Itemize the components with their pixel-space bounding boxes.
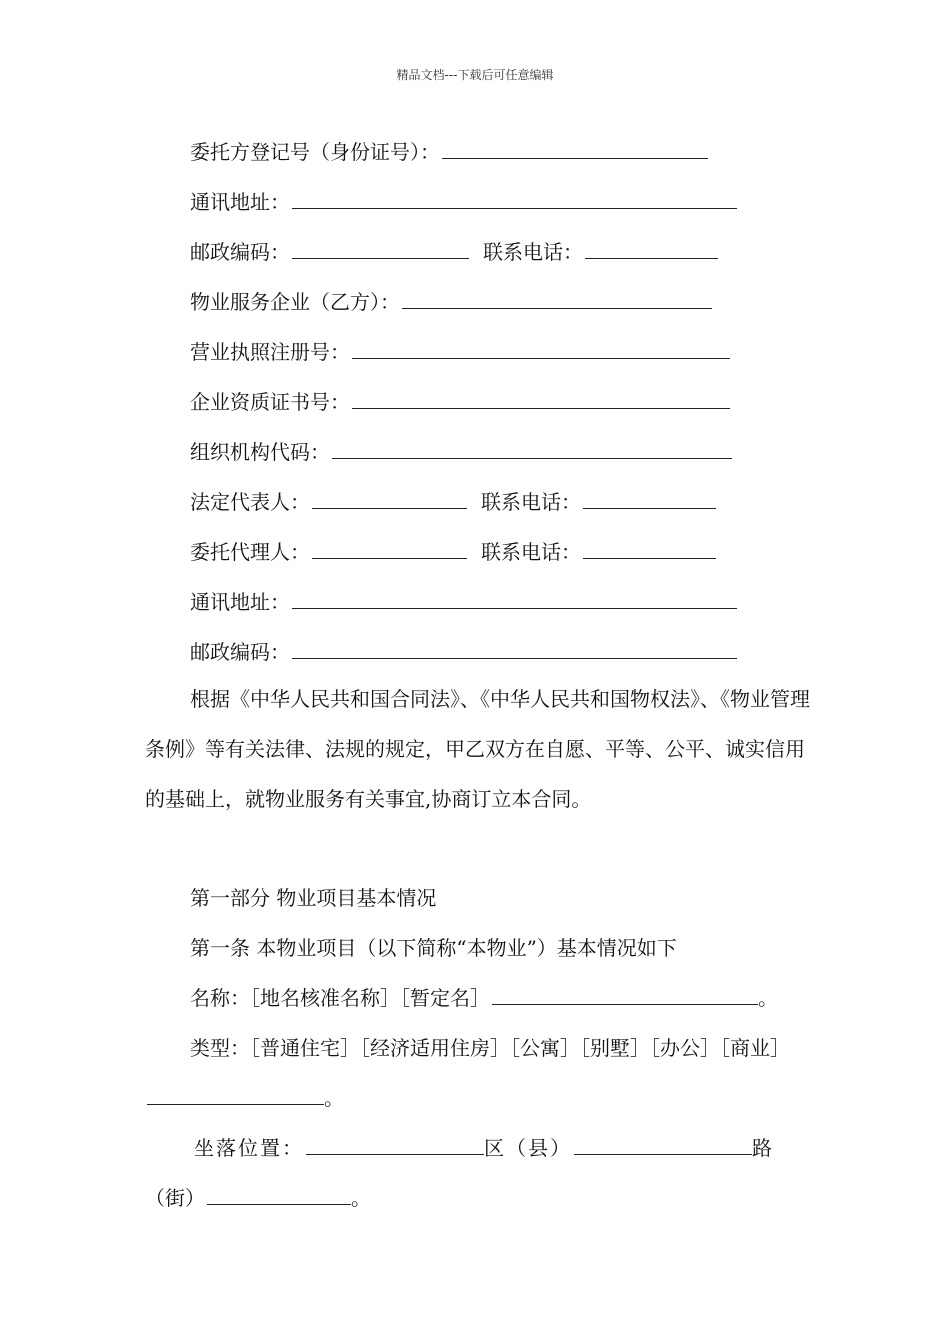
client-postcode-line xyxy=(190,238,718,266)
legal-rep-blank[interactable] xyxy=(312,488,467,509)
preamble-text: 根据《中华人民共和国合同法》、《中华人民共和国物权法》、《物业管理条例》等有关法律、法规的规定，甲乙双方在自愿、平等、公平、诚实信用的基础上，就物业服务有关事宜,协商订立本合同。 xyxy=(145,687,810,811)
company-address-line xyxy=(190,588,737,616)
type-label: 类型：［普通住宅］［经济适用住房］［公寓］［别墅］［办公］［商业］ xyxy=(190,1036,790,1060)
location-district-blank[interactable] xyxy=(306,1134,484,1155)
preamble-paragraph xyxy=(145,674,815,824)
qualification-blank[interactable] xyxy=(352,388,730,409)
license-line xyxy=(190,338,730,366)
location-street-line xyxy=(145,1184,371,1212)
company-label: 物业服务企业（乙方）： xyxy=(190,290,400,314)
legal-rep-phone-label: 联系电话： xyxy=(481,490,581,514)
company-postcode-label: 邮政编码： xyxy=(190,640,290,664)
name-period: 。 xyxy=(758,986,778,1010)
location-road-blank[interactable] xyxy=(574,1134,752,1155)
type-blank[interactable] xyxy=(147,1084,324,1105)
agent-phone-blank[interactable] xyxy=(583,538,716,559)
page-header: 精品文档---下载后可任意编辑 xyxy=(396,68,554,82)
legal-rep-phone-blank[interactable] xyxy=(583,488,716,509)
license-label: 营业执照注册号： xyxy=(190,340,350,364)
org-code-label: 组织机构代码： xyxy=(190,440,330,464)
location-district-label: 区（县） xyxy=(484,1136,572,1160)
legal-rep-line xyxy=(190,488,716,516)
client-address-blank[interactable] xyxy=(292,188,737,209)
agent-label: 委托代理人： xyxy=(190,540,310,564)
agent-phone-label: 联系电话： xyxy=(481,540,581,564)
name-label: 名称：［地名核准名称］［暂定名］ xyxy=(190,986,490,1010)
client-address-label: 通讯地址： xyxy=(190,190,290,214)
client-reg-blank[interactable] xyxy=(442,138,708,159)
location-period: 。 xyxy=(351,1186,371,1210)
qualification-line xyxy=(190,388,730,416)
location-street-blank[interactable] xyxy=(207,1184,351,1205)
client-reg-label: 委托方登记号（身份证号）： xyxy=(190,140,440,164)
client-postcode-blank[interactable] xyxy=(292,238,469,259)
type-continuation-line xyxy=(145,1084,344,1112)
license-blank[interactable] xyxy=(352,338,730,359)
company-postcode-blank[interactable] xyxy=(292,638,737,659)
name-line xyxy=(190,984,778,1012)
company-address-blank[interactable] xyxy=(292,588,737,609)
agent-line xyxy=(190,538,716,566)
location-road-label: 路 xyxy=(752,1136,772,1160)
location-line xyxy=(194,1134,772,1162)
client-reg-line xyxy=(190,138,708,166)
location-street-label: （街） xyxy=(145,1186,205,1210)
type-line xyxy=(190,1034,790,1062)
company-blank[interactable] xyxy=(402,288,712,309)
article1-text: 第一条 本物业项目（以下简称“本物业”）基本情况如下 xyxy=(190,936,677,960)
qualification-label: 企业资质证书号： xyxy=(190,390,350,414)
company-address-label: 通讯地址： xyxy=(190,590,290,614)
legal-rep-label: 法定代表人： xyxy=(190,490,310,514)
company-postcode-line xyxy=(190,638,737,666)
article1-line xyxy=(190,934,677,962)
part1-title xyxy=(190,884,436,912)
client-phone-label: 联系电话： xyxy=(483,240,583,264)
client-phone-blank[interactable] xyxy=(585,238,718,259)
part1-title-text: 第一部分 物业项目基本情况 xyxy=(190,886,437,910)
type-period: 。 xyxy=(324,1086,344,1110)
company-line xyxy=(190,288,712,316)
location-label: 坐落位置： xyxy=(194,1136,304,1160)
client-postcode-label: 邮政编码： xyxy=(190,240,290,264)
client-address-line xyxy=(190,188,737,216)
agent-blank[interactable] xyxy=(312,538,467,559)
org-code-line xyxy=(190,438,732,466)
org-code-blank[interactable] xyxy=(332,438,732,459)
name-blank[interactable] xyxy=(492,984,758,1005)
